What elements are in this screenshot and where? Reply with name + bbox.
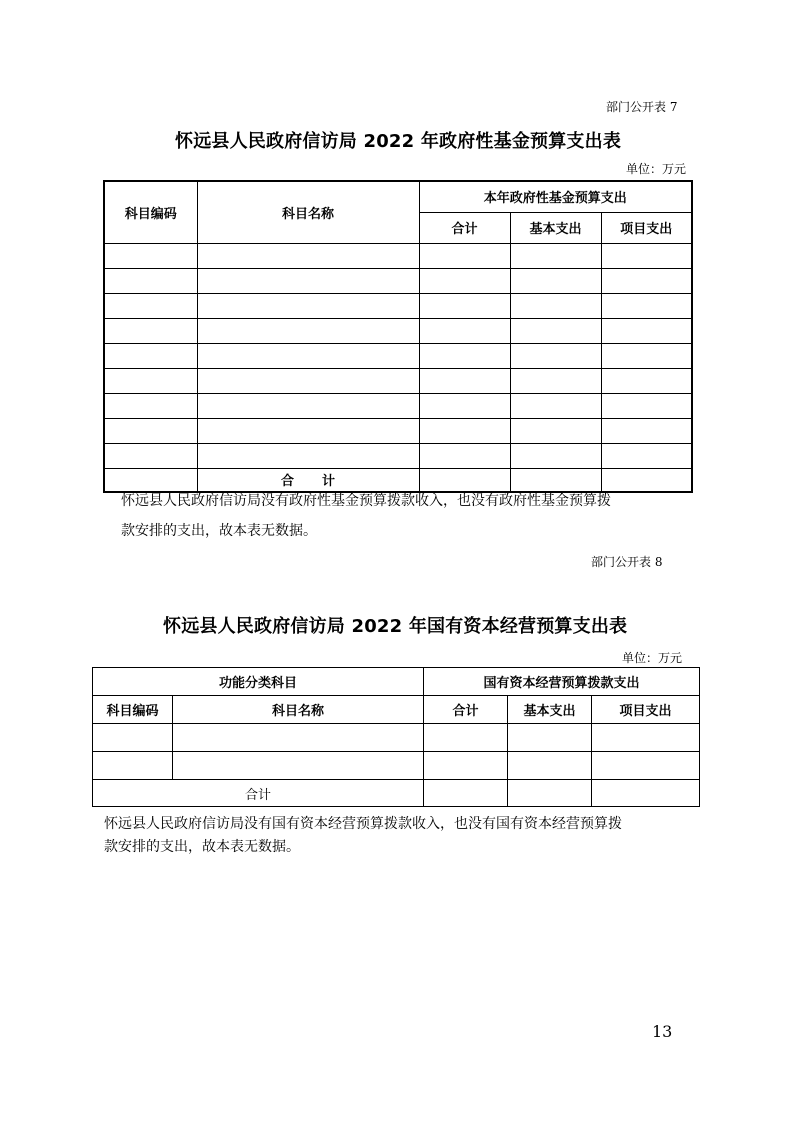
note-line-2: 款安排的支出，故本表无数据。: [104, 839, 300, 855]
government-fund-table: [103, 180, 693, 493]
table-row: [93, 752, 700, 780]
note-line-1: 怀远县人民政府信访局没有政府性基金预算拨款收入，也没有政府性基金预算拨: [121, 493, 611, 509]
header-group-left: 功能分类科目: [93, 668, 424, 696]
unit-label-8: 单位：万元: [622, 651, 683, 665]
table-title-8: 怀远县人民政府信访局 2022 年国有资本经营预算支出表: [163, 616, 628, 637]
table-row: [104, 243, 692, 268]
page-number: 13: [652, 1022, 673, 1041]
total-row: [104, 468, 692, 492]
table-row: [104, 343, 692, 368]
state-capital-table: [92, 667, 700, 807]
header-basic: 基本支出: [508, 696, 592, 724]
total-row-label: 合计: [93, 780, 424, 807]
table-row: [104, 418, 692, 443]
table-row: [104, 318, 692, 343]
header-name: 科目名称: [197, 181, 419, 243]
table-row: [104, 393, 692, 418]
header-project: 项目支出: [592, 696, 700, 724]
header-code: 科目编码: [93, 696, 173, 724]
header-code: 科目编码: [104, 181, 197, 243]
table-title-7: 怀远县人民政府信访局 2022 年政府性基金预算支出表: [175, 131, 622, 152]
table-row: [104, 293, 692, 318]
table-row: [104, 368, 692, 393]
table-row: [93, 724, 700, 752]
header-group: 本年政府性基金预算支出: [419, 181, 692, 212]
unit-label-7: 单位：万元: [626, 162, 687, 176]
table-row: [104, 443, 692, 468]
table-label-7: 部门公开表 7: [606, 100, 678, 114]
header-total: 合计: [419, 212, 510, 243]
header-group-right: 国有资本经营预算拨款支出: [424, 668, 700, 696]
total-row: [93, 780, 700, 807]
total-row-label: 合计: [280, 474, 363, 490]
note-line-1: 怀远县人民政府信访局没有国有资本经营预算拨款收入，也没有国有资本经营预算拨: [104, 816, 622, 832]
header-basic: 基本支出: [510, 212, 601, 243]
table-label-8: 部门公开表 8: [591, 555, 663, 569]
header-total: 合计: [424, 696, 508, 724]
header-name: 科目名称: [173, 696, 424, 724]
table-row: [104, 268, 692, 293]
header-project: 项目支出: [601, 212, 692, 243]
note-line-2: 款安排的支出，故本表无数据。: [121, 523, 317, 539]
